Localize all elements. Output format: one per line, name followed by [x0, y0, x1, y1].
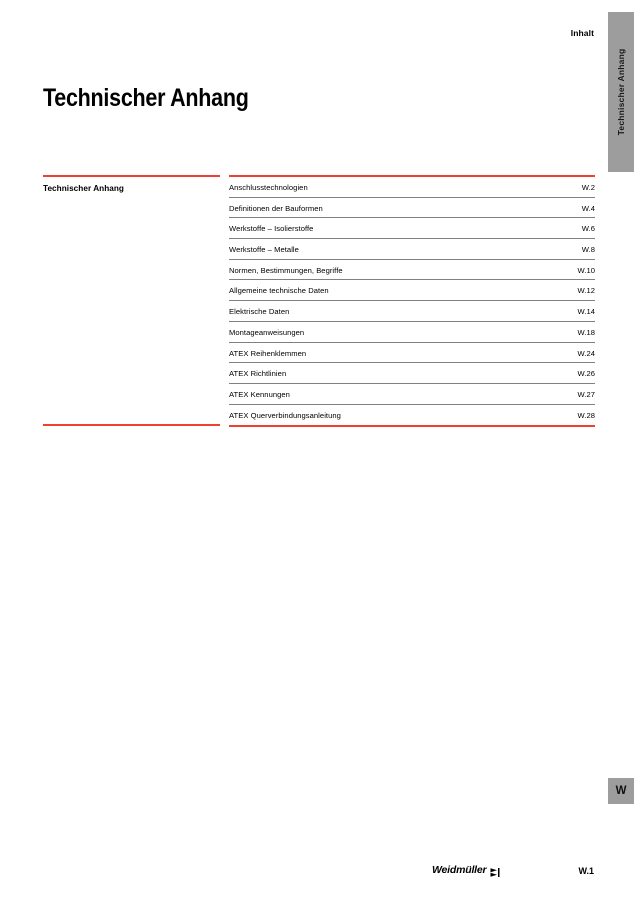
toc-entry-page: W.26	[577, 369, 595, 379]
toc-entry-title: Definitionen der Bauformen	[229, 203, 323, 213]
side-tab-chapter-label: Technischer Anhang	[616, 48, 626, 136]
toc-entry-title: ATEX Kennungen	[229, 389, 290, 399]
footer-brand-logo	[432, 864, 501, 876]
toc-entry-title: Montageanweisungen	[229, 327, 305, 337]
brand-wordmark: Weidmüller	[432, 864, 487, 876]
toc-row[interactable]	[229, 301, 595, 322]
toc-entry-page: W.10	[577, 265, 595, 275]
toc-entry-page: W.8	[581, 245, 595, 255]
toc-entry-title: Werkstoffe – Isolierstoffe	[229, 224, 314, 234]
left-column-bottom-rule	[43, 424, 220, 426]
toc-row[interactable]	[229, 177, 595, 198]
left-column-top-rule	[43, 175, 220, 177]
toc-entry-title: Anschlusstechnologien	[229, 183, 308, 192]
toc-entry-title: Normen, Bestimmungen, Begriffe	[229, 265, 343, 275]
toc-entry-page: W.18	[577, 327, 595, 337]
toc-row[interactable]	[229, 260, 595, 281]
toc-entry-title: ATEX Richtlinien	[229, 369, 287, 379]
left-column-label: Technischer Anhang	[43, 184, 124, 193]
toc-entry-page: W.24	[577, 348, 595, 358]
toc-entry-title: ATEX Reihenklemmen	[229, 348, 307, 358]
toc-entry-page: W.14	[577, 307, 595, 317]
toc-row[interactable]	[229, 322, 595, 343]
toc-row[interactable]	[229, 343, 595, 364]
toc-entry-title: Werkstoffe – Metalle	[229, 245, 299, 255]
footer-page-number: W.1	[578, 866, 594, 876]
side-tab-chapter	[608, 12, 634, 172]
toc-row[interactable]	[229, 239, 595, 260]
toc-row[interactable]	[229, 218, 595, 239]
toc-entry-page: W.27	[577, 389, 595, 399]
page-title: Technischer Anhang	[43, 84, 249, 112]
toc-bottom-rule	[229, 425, 595, 427]
toc-entry-title: Elektrische Daten	[229, 307, 290, 317]
toc-entry-page: W.6	[581, 224, 595, 234]
toc-entry-page: W.12	[577, 286, 595, 296]
toc-rows	[229, 177, 595, 425]
toc-row[interactable]	[229, 405, 595, 426]
toc-entry-page: W.2	[581, 183, 595, 192]
toc-row[interactable]	[229, 198, 595, 219]
weidmueller-logo-icon	[490, 865, 501, 876]
toc-row[interactable]	[229, 384, 595, 405]
left-column	[43, 175, 220, 193]
toc-entry-page: W.28	[577, 410, 595, 420]
toc-row[interactable]	[229, 363, 595, 384]
toc-entry-title: Allgemeine technische Daten	[229, 286, 329, 296]
toc-entry-title: ATEX Querverbindungsanleitung	[229, 410, 341, 420]
header-section-label: Inhalt	[570, 28, 594, 38]
toc-row[interactable]	[229, 280, 595, 301]
table-of-contents	[229, 175, 595, 427]
toc-entry-page: W.4	[581, 203, 595, 213]
side-tab-chapter-letter: W	[608, 778, 634, 804]
